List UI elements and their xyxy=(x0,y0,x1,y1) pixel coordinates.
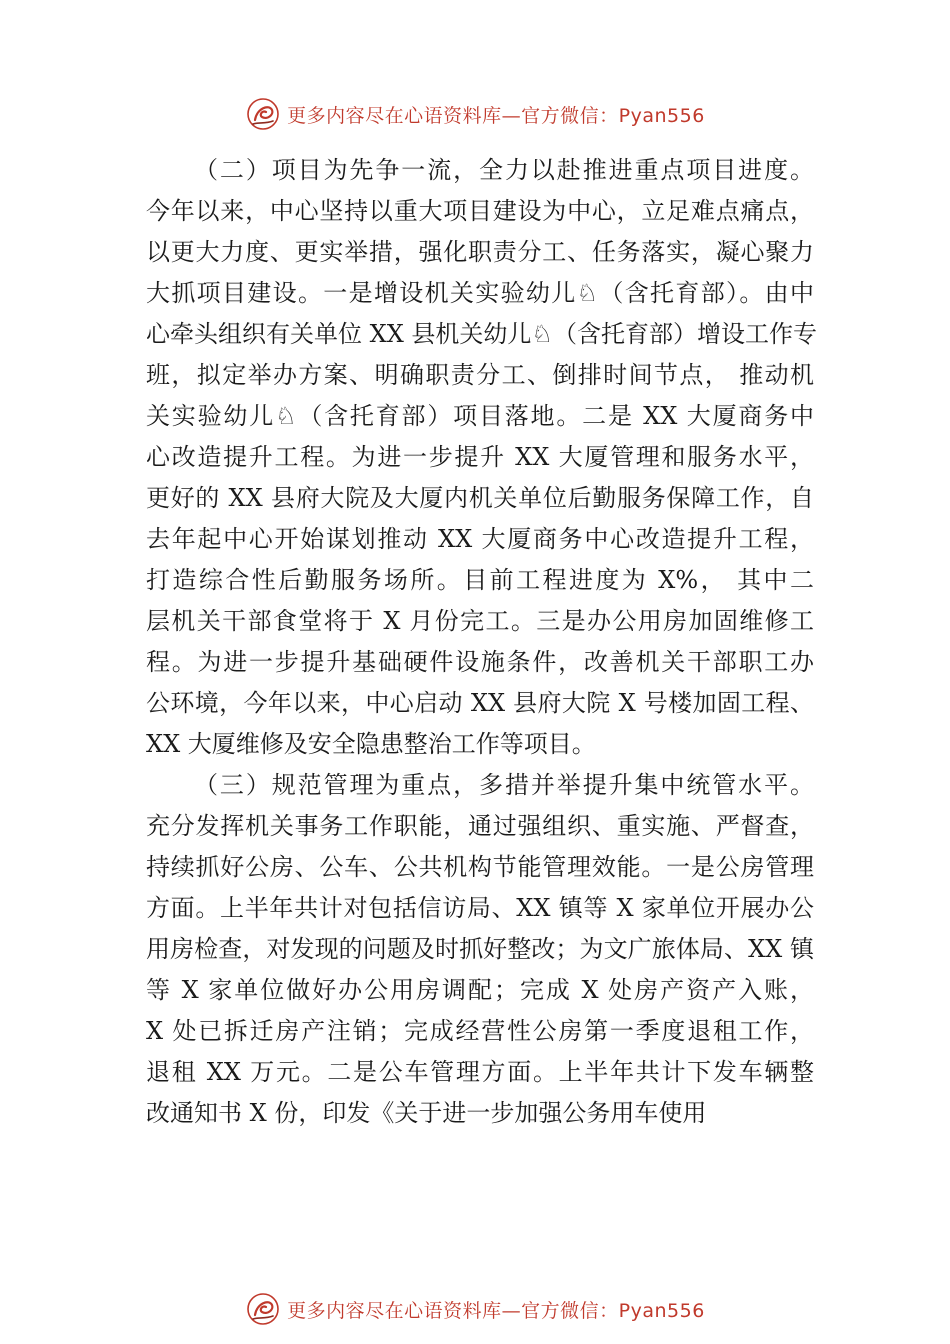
section-3-paragraph xyxy=(146,765,814,1134)
body-line: 去年起中心开始谋划推动 XX 大厦商务中心改造提升工程， xyxy=(146,525,814,553)
section-2-heading: （二）项目为先争一流，全力以赴推进重点项目进度。 xyxy=(194,156,814,184)
body-line: 班，拟定举办方案、明确职责分工、倒排时间节点， 推动机 xyxy=(146,361,814,389)
swirl-logo-icon xyxy=(245,1291,281,1327)
body-line: 充分发挥机关事务工作职能，通过强组织、重实施、严督查， xyxy=(146,812,814,840)
body-line: 等 X 家单位做好办公用房调配；完成 X 处房产资产入账， xyxy=(146,976,814,1004)
body-line: 公环境，今年以来，中心启动 XX 县府大院 X 号楼加固工程、 xyxy=(146,689,814,717)
body-line: XX 大厦维修及安全隐患整治工作等项目。 xyxy=(146,730,596,758)
body-line: 心改造提升工程。为进一步提升 XX 大厦管理和服务水平， xyxy=(146,443,814,471)
header-watermark-banner xyxy=(0,94,950,134)
section-2-paragraph xyxy=(146,150,817,765)
banner-handle: Pyan556 xyxy=(618,1299,705,1322)
body-line: X 处已拆迁房产注销；完成经营性公房第一季度退租工作， xyxy=(146,1017,814,1045)
body-line: 退租 XX 万元。二是公车管理方面。上半年共计下发车辆整 xyxy=(146,1058,814,1086)
footer-watermark-banner xyxy=(0,1289,950,1329)
body-line: 程。为进一步提升基础硬件设施条件，改善机关干部职工办 xyxy=(146,648,814,676)
body-line: 大抓项目建设。一是增设机关实验幼儿♘（含托育部）。由中 xyxy=(146,279,814,307)
banner-handle: Pyan556 xyxy=(618,104,705,127)
body-line: 层机关干部食堂将于 X 月份完工。三是办公用房加固维修工 xyxy=(146,607,814,635)
body-line: 方面。上半年共计对包括信访局、XX 镇等 X 家单位开展办公 xyxy=(146,894,814,922)
document-body xyxy=(146,150,817,1134)
body-line: 以更大力度、更实举措，强化职责分工、任务落实，凝心聚力 xyxy=(146,238,814,266)
body-line: 今年以来，中心坚持以重大项目建设为中心，立足难点痛点， xyxy=(146,197,814,225)
section-3-heading: （三）规范管理为重点，多措并举提升集中统管水平。 xyxy=(194,771,814,799)
body-line: 改通知书 X 份，印发《关于进一步加强公务用车使用 xyxy=(146,1099,707,1127)
swirl-logo-icon xyxy=(245,96,281,132)
body-line: 心牵头组织有关单位 XX 县机关幼儿♘（含托育部）增设工作专 xyxy=(146,320,817,348)
body-line: 用房检查，对发现的问题及时抓好整改；为文广旅体局、XX 镇 xyxy=(146,935,814,963)
body-line: 持续抓好公房、公车、公共机构节能管理效能。一是公房管理 xyxy=(146,853,814,881)
body-line: 打造综合性后勤服务场所。目前工程进度为 X%， 其中二 xyxy=(146,566,814,594)
banner-text: 更多内容尽在心语资料库—官方微信： xyxy=(287,1299,619,1322)
body-line: 更好的 XX 县府大院及大厦内机关单位后勤服务保障工作，自 xyxy=(146,484,814,512)
body-line: 关实验幼儿♘（含托育部）项目落地。二是 XX 大厦商务中 xyxy=(146,402,814,430)
banner-text: 更多内容尽在心语资料库—官方微信： xyxy=(287,104,619,127)
